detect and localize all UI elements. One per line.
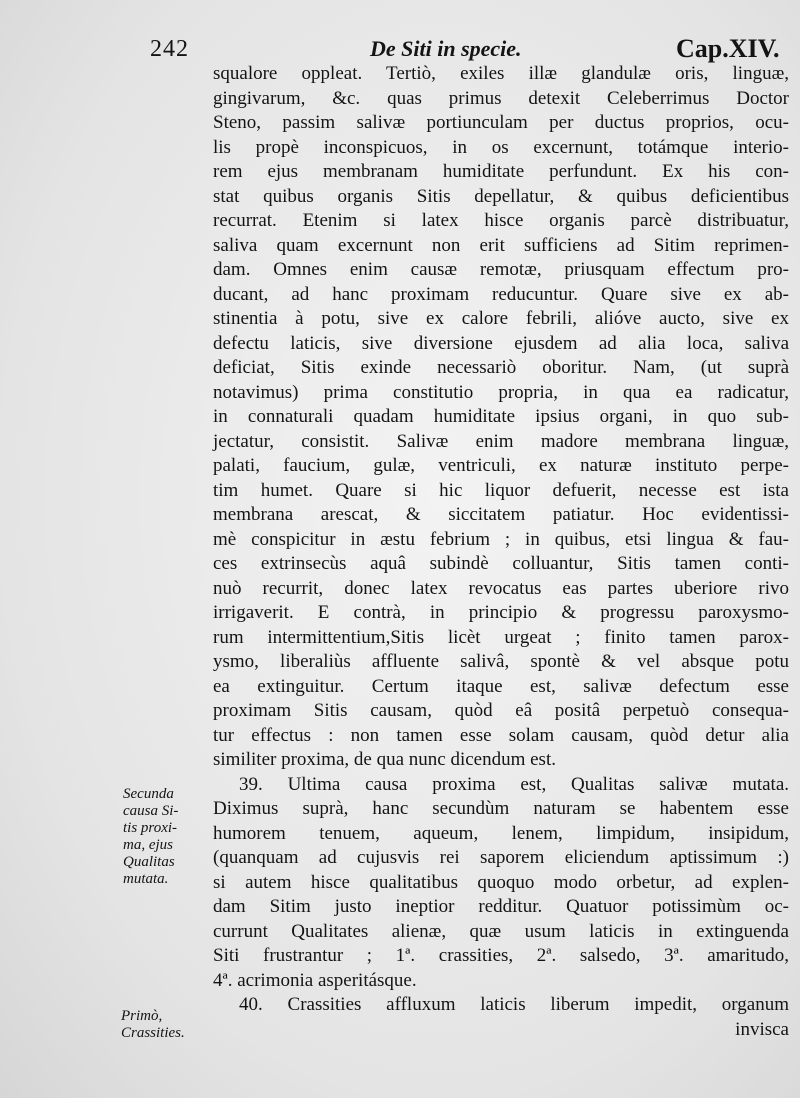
sidenote-primo-crassities	[121, 1008, 185, 1042]
text-line: deficiat, Sitis exinde necessariò oboritur. Nam, (ut suprà	[213, 357, 789, 378]
text-line: Steno, passim salivæ portiunculam per ductus proprios, ocu-	[213, 112, 789, 133]
text-line: squalore oppleat. Tertiò, exiles illæ glandulæ oris, linguæ,	[213, 63, 789, 84]
text-line: 4ª. acrimonia asperitásque.	[213, 969, 417, 991]
text-line: dam. Omnes enim causæ remotæ, priusquam effectum pro-	[213, 259, 789, 280]
text-line: ducant, ad hanc proximam reducuntur. Quare sive ex ab-	[213, 283, 789, 305]
text-line: nuò recurrit, donec latex revocatus eas partes uberiore rivo	[213, 577, 789, 599]
sidenote-line: Qualitas	[123, 854, 175, 870]
text-line: rem ejus membranam humiditate perfundunt. Ex his con-	[213, 161, 789, 182]
text-line: si autem hisce qualitatibus quoquo modo orbetur, ad explen-	[213, 871, 789, 893]
sidenote-secunda-causa	[123, 786, 178, 888]
sidenote-line: mutata.	[123, 871, 169, 887]
text-line: mè conspicitur in æstu febrium ; in quibus, etsi lingua & fau-	[213, 528, 789, 550]
text-line: saliva quam excernunt non erit sufficiens ad Sitim reprimen-	[213, 234, 789, 256]
text-line: recurrat. Etenim si latex hisce organis parcè distribuatur,	[213, 210, 789, 231]
text-line: jectatur, consistit. Salivæ enim madore membrana linguæ,	[213, 430, 789, 452]
text-line: rum intermittentium,Sitis licèt urgeat ; finito tamen parox-	[213, 626, 789, 648]
text-line: stat quibus organis Sitis depellatur, & quibus deficientibus	[213, 185, 789, 207]
text-line: irrigaverit. E contrà, in principio & progressu paroxysmo-	[213, 602, 789, 623]
text-line: Diximus suprà, hanc secundùm naturam se habentem esse	[213, 798, 789, 819]
text-line: palati, faucium, gulæ, ventriculi, ex naturæ instituto perpe-	[213, 455, 789, 476]
text-line: humorem tenuem, aqueum, lenem, limpidum, insipidum,	[213, 822, 789, 844]
text-line: lis propè inconspicuos, in os excernunt, totámque interio-	[213, 136, 789, 158]
text-line: notavimus) prima constitutio propria, in qua ea radicatur,	[213, 381, 789, 403]
sidenote-line: ma, ejus	[123, 837, 173, 853]
text-line: proximam Sitis causam, quòd eâ positâ perpetuò consequa-	[213, 700, 789, 721]
text-line: dam Sitim justo ineptior redditur. Quatuor potissimùm oc-	[213, 896, 789, 917]
sidenote-line: Secunda	[123, 786, 174, 802]
sidenote-line: causa Si-	[123, 803, 179, 819]
page-number: 242	[150, 36, 189, 62]
text-line: ces extrinsecùs aquâ subindè colluantur, Sitis tamen conti-	[213, 553, 789, 574]
text-line: gingivarum, &c. quas primus detexit Celeberrimus Doctor	[213, 87, 789, 109]
text-line: stinentia à potu, sive ex calore febrili, alióve aucto, sive ex	[213, 308, 789, 329]
paragraph-40-start: 40. Crassities affluxum laticis liberum impedit, organum	[239, 994, 789, 1015]
chapter-label: Cap.XIV.	[676, 34, 780, 63]
sidenote-line: Crassities.	[121, 1025, 185, 1041]
sidenote-line: tis proxi-	[123, 820, 178, 836]
text-line: ea extinguitur. Certum itaque est, salivæ defectum esse	[213, 675, 789, 697]
text-line: currunt Qualitates alienæ, quæ usum laticis in extinguenda	[213, 920, 789, 942]
running-title: De Siti in specie.	[370, 36, 522, 61]
text-line: (quanquam ad cujusvis rei saporem eliciendum aptissimum :)	[213, 847, 789, 868]
text-line: defectu laticis, sive diversione ejusdem ad alia loca, saliva	[213, 332, 789, 354]
text-line: tim humet. Quare si hic liquor defuerit, necesse est ista	[213, 479, 789, 501]
text-line: similiter proxima, de qua nunc dicendum est.	[213, 749, 556, 770]
page-header	[0, 30, 800, 66]
text-line: ysmo, liberaliùs affluente salivâ, spontè & vel absque potu	[213, 651, 789, 672]
text-line: membrana arescat, & siccitatem patiatur. Hoc evidentissi-	[213, 504, 789, 525]
text-line: in connaturali quadam humiditate ipsius organi, in quo sub-	[213, 406, 789, 427]
paragraph-39-start: 39. Ultima causa proxima est, Qualitas salivæ mutata.	[239, 773, 789, 795]
body-text	[213, 62, 789, 1042]
catchword: invisca	[735, 1018, 789, 1040]
sidenote-line: Primò,	[121, 1008, 163, 1024]
text-line: tur effectus : non tamen esse solam causam, quòd detur alia	[213, 724, 789, 746]
text-line: Siti frustrantur ; 1ª. crassities, 2ª. salsedo, 3ª. amaritudo,	[213, 945, 789, 966]
